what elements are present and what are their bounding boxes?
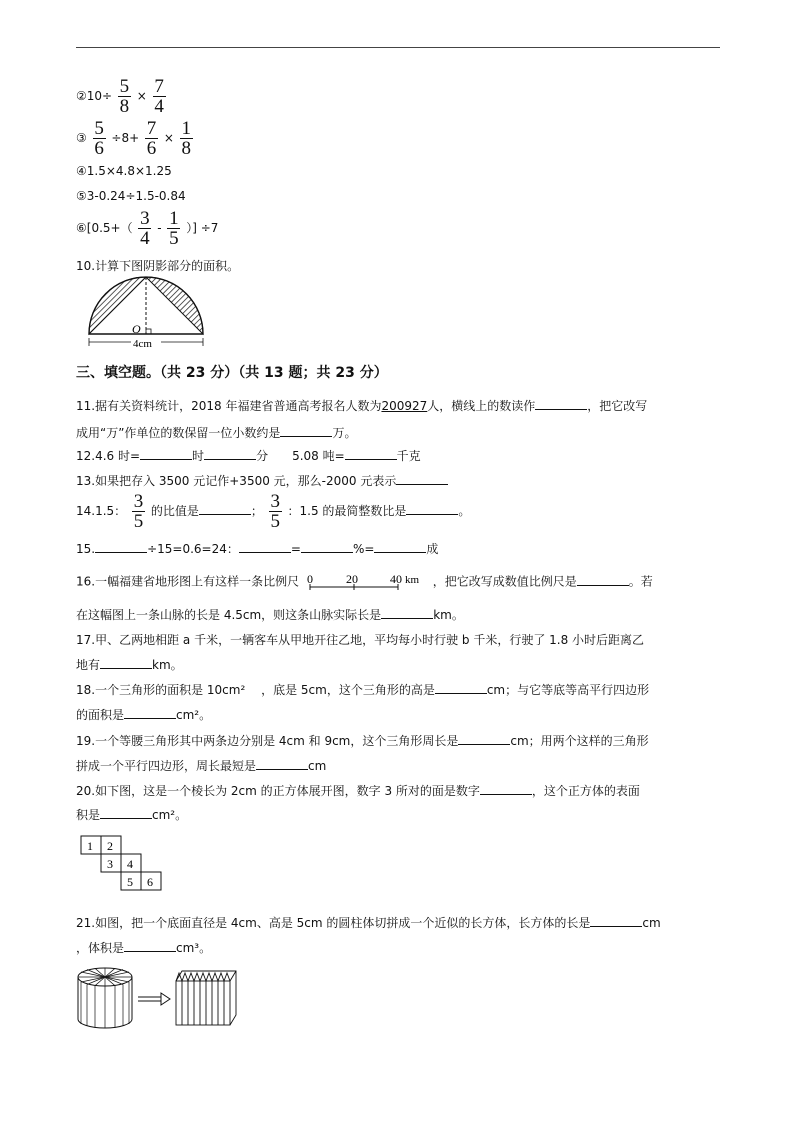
q9-item-2-prefix: ②10÷: [76, 89, 113, 103]
answer-blank[interactable]: [590, 914, 642, 927]
answer-blank[interactable]: [458, 732, 510, 745]
svg-text:0: 0: [306, 572, 313, 586]
answer-blank[interactable]: [480, 782, 532, 795]
q21-line2: ，体积是 cm³。: [76, 941, 212, 955]
underlined-number: 200927: [381, 399, 428, 413]
semicircle-figure: [84, 276, 210, 348]
q9-item-2: ②10÷ $\frac{5}{8}$ × $\frac{7}{4}$: [76, 76, 164, 117]
q21-line1: 21.如图，把一个底面直径是 4cm、高是 5cm 的圆柱体切拼成一个近似的长方体，长方体的长是 cm: [76, 916, 661, 930]
q17-line1: 17.甲、乙两地相距 a 千米，一辆客车从甲地开往乙地，平均每小时行驶 b 千米，行驶了 1.8 小时后距离乙: [76, 633, 645, 647]
answer-blank[interactable]: [280, 424, 332, 437]
answer-blank[interactable]: [435, 681, 487, 694]
q13: 13.如果把存入 3500 元记作+3500 元，那么-2000 元表示: [76, 472, 448, 489]
q9-item-4: ④1.5×4.8×1.25: [76, 164, 172, 178]
cube-face-5: 5: [127, 875, 133, 889]
fraction: $\frac{3}{4}$: [140, 208, 150, 249]
section-3-heading: 三、填空题。（共 23 分）（共 13 题；共 23 分）: [76, 365, 388, 381]
q9-item-5: ⑤3-0.24÷1.5-0.84: [76, 189, 186, 203]
cylinder-to-cuboid-figure: [76, 965, 246, 1031]
fraction: $\frac{3}{5}$: [270, 491, 280, 532]
center-label: O: [132, 322, 141, 336]
fraction: $\frac{5}{8}$: [119, 76, 130, 117]
header-rule: [76, 47, 720, 48]
answer-blank[interactable]: [381, 606, 433, 619]
q10-text: 10.计算下图阴影部分的面积。: [76, 259, 240, 273]
fraction: $\frac{1}{5}$: [169, 208, 179, 249]
fraction: $\frac{7}{4}$: [154, 76, 164, 117]
q11-line2: 成用“万”作单位的数保留一位小数约是 万。: [76, 426, 357, 440]
answer-blank[interactable]: [256, 757, 308, 770]
q20-line2: 积是 cm²。: [76, 808, 188, 822]
q11-line1: 11.据有关资料统计，2018 年福建省普通高考报名人数为200927人，横线上的数读作 ，把它改写: [76, 399, 648, 413]
arrow-icon: [138, 993, 170, 1005]
q19-line1: 19.一个等腰三角形其中两条边分别是 4cm 和 9cm，这个三角形周长是 cm；用两个这样的三角形: [76, 734, 649, 748]
answer-blank[interactable]: [345, 447, 397, 460]
answer-blank[interactable]: [239, 540, 291, 553]
answer-blank[interactable]: [396, 472, 448, 485]
answer-blank[interactable]: [406, 502, 458, 515]
answer-blank[interactable]: [100, 656, 152, 669]
fraction: $\frac{1}{8}$: [181, 118, 191, 159]
svg-text:km: km: [404, 574, 419, 586]
q9-item-6: ⑥[0.5+（ $\frac{3}{4}$ - $\frac{1}{5}$ ）] ÷7: [76, 208, 219, 249]
answer-blank[interactable]: [140, 447, 192, 460]
fraction: $\frac{7}{6}$: [146, 118, 157, 159]
q20-line1: 20.如下图，这是一个棱长为 2cm 的正方体展开图，数字 3 所对的面是数字 ，这个正方体的表面: [76, 784, 640, 798]
q14: 14.1.5： $\frac{3}{5}$ 的比值是 ； $\frac{3}{5}$ ：1.5 的最简整数比是 。: [76, 491, 471, 532]
answer-blank[interactable]: [199, 502, 251, 515]
cube-face-2: 2: [107, 839, 113, 853]
scale-bar: [303, 572, 429, 592]
q19-line2: 拼成一个平行四边形，周长最短是 cm: [76, 759, 327, 773]
q12: 12.4.6 时= 时 分 5.08 吨= 千克: [76, 449, 421, 463]
cuboid: [176, 971, 236, 1025]
answer-blank[interactable]: [301, 540, 353, 553]
answer-blank[interactable]: [204, 447, 256, 460]
q18-line2: 的面积是 cm²。: [76, 708, 212, 722]
cube-face-4: 4: [127, 857, 133, 871]
fraction: $\frac{5}{6}$: [94, 118, 104, 159]
q9-item-3: ③ $\frac{5}{6}$ ÷8+ $\frac{7}{6}$ × $\frac{1}{8}$: [76, 118, 191, 159]
answer-blank[interactable]: [577, 573, 629, 586]
svg-text:40: 40: [389, 572, 402, 586]
q16-line1: 16.一幅福建省地形图上有这样一条比例尺 0 20 40 km ，把它改写成数值比例尺是 。若: [76, 572, 653, 592]
answer-blank[interactable]: [124, 939, 176, 952]
svg-text:20: 20: [345, 572, 358, 586]
answer-blank[interactable]: [100, 806, 152, 819]
cube-face-6: 6: [147, 875, 153, 889]
q17-line2: 地有 km。: [76, 658, 183, 672]
answer-blank[interactable]: [124, 706, 176, 719]
shaded-segment-right: [146, 277, 203, 334]
fraction: $\frac{3}{5}$: [133, 491, 144, 532]
q15: 15. ÷15=0.6=24： = %= 成: [76, 542, 439, 556]
cube-face-1: 1: [87, 839, 93, 853]
cube-net-figure: [80, 835, 166, 897]
q16-line2: 在这幅图上一条山脉的长是 4.5cm，则这条山脉实际长是 km。: [76, 608, 464, 622]
cube-face-3: 3: [107, 857, 113, 871]
cylinder: [78, 968, 132, 1028]
right-angle-mark: [146, 329, 151, 334]
answer-blank[interactable]: [535, 397, 587, 410]
dimension-label: 4cm: [133, 338, 152, 348]
q18-line1: 18.一个三角形的面积是 10cm² ，底是 5cm，这个三角形的高是 cm；与它等底等高平行四边形: [76, 683, 650, 697]
answer-blank[interactable]: [374, 540, 426, 553]
answer-blank[interactable]: [95, 540, 147, 553]
